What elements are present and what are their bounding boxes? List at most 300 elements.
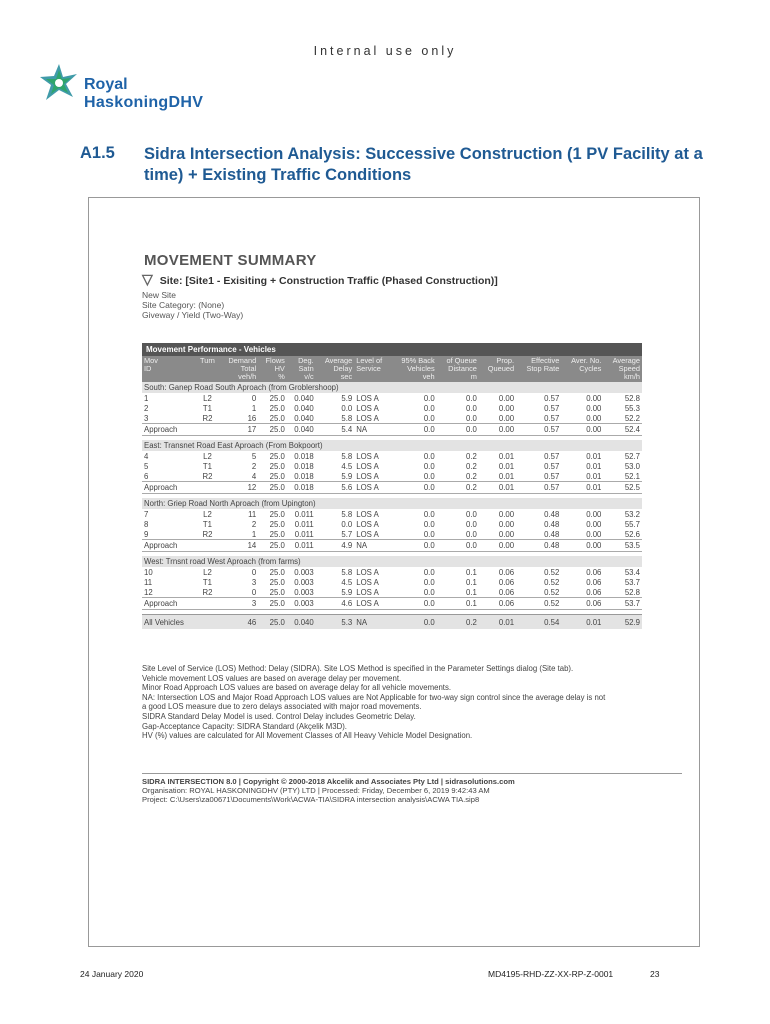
table-cell: 0.0 [423,587,435,597]
table-cell: 5.4 [316,424,355,436]
table-cell: 0.57 [516,482,561,494]
table-cell: 8 [144,519,149,529]
movement-summary-title: MOVEMENT SUMMARY [144,252,317,269]
table-cell: 0.57 [544,393,560,403]
table-cell: 25.0 [269,577,285,587]
approach-summary-row [142,482,642,494]
sidra-footer [142,773,682,804]
table-cell: 0.003 [294,567,314,577]
table-cell: 0.2 [466,461,477,471]
table-cell: 0.00 [561,540,603,552]
table-cell: 0.0 [423,413,435,423]
table-cell [196,424,219,436]
table-cell: 0.0 [391,424,437,436]
table-cell: 0.018 [294,451,314,461]
site-meta-line: Giveway / Yield (Two-Way) [142,310,244,320]
table-cell: 53.7 [603,598,642,610]
table-cell: 25.0 [269,567,285,577]
table-cell: 0.01 [498,461,515,471]
table-cell: 25.0 [269,519,285,529]
column-header [287,356,316,382]
table-cell: 4.5 [341,577,353,587]
column-header [561,356,603,382]
table-cell: 52.7 [624,451,640,461]
table-cell: 14 [219,540,258,552]
table-cell: 25.0 [269,461,285,471]
site-label: Site: [159,275,183,287]
table-cell: LOS A [356,529,379,539]
table-cell: 9 [144,529,149,539]
table-cell: 52.1 [624,471,640,481]
approach-summary-row [142,598,642,610]
table-cell: 0.57 [544,451,560,461]
table-cell: 0.0 [341,403,353,413]
table-cell: 1 [251,403,257,413]
table-cell: 0.06 [498,577,515,587]
table-cell: LOS A [356,519,379,529]
table-row [142,509,642,519]
table-cell: 2 [144,403,149,413]
site-name: [Site1 - Exisiting + Construction Traffic (Phased Construction)] [185,275,498,287]
approach-title: West: Trnsnt road West Aproach (from farms) [142,556,642,567]
column-header-line: veh [422,372,435,381]
table-cell: 0.0 [466,509,477,519]
column-header-line: Turn [199,356,215,365]
table-cell: 4.9 [316,540,355,552]
table-cell: 0.00 [586,403,602,413]
table-cell: 0.0 [423,403,435,413]
table-cell: 5 [144,461,149,471]
all-vehicles-row [142,615,642,630]
table-cell: 0.06 [479,598,516,610]
table-cell: 0.01 [586,451,602,461]
table-cell: 0.48 [544,509,560,519]
table-cell: 46 [219,615,258,630]
table-cell: 25.0 [269,451,285,461]
table-cell: 2 [251,519,257,529]
footer-page-number: 23 [650,969,660,979]
table-cell: 0.0 [391,598,437,610]
table-cell: 2 [251,461,257,471]
table-cell: LOS A [356,461,379,471]
table-cell: 0.2 [437,615,479,630]
note-line: Site Level of Service (LOS) Method: Delay (SIDRA). Site LOS Method is specified in the Parameter Settings dialog (Site tab). [142,664,574,673]
table-cell: 0.0 [423,451,435,461]
table-cell: 10 [144,567,153,577]
table-title-row [142,343,642,356]
table-cell: 5.6 [316,482,355,494]
logo-text-line2: HaskoningDHV [84,94,204,111]
table-row [142,403,642,413]
table-cell: 0.00 [498,509,515,519]
table-cell: 1 [251,529,257,539]
table-cell: 0 [251,393,257,403]
note-line: Minor Road Approach LOS values are based on average delay for all vehicle movements. [142,683,452,693]
table-cell: 0.040 [294,393,314,403]
column-header-line: Level of [356,356,383,365]
table-cell: 16 [247,413,257,423]
table-cell: 0.0 [466,529,477,539]
table-cell: 0.0 [423,393,435,403]
table-cell: T1 [202,519,212,529]
approach-summary-row [142,424,642,436]
note-line: a good LOS measure due to zero delays associated with major road movements. [142,702,422,712]
table-cell: R2 [202,529,213,539]
site-meta [142,290,243,320]
table-cell: 0.00 [586,413,602,423]
table-cell: 0.06 [498,587,515,597]
sidra-organisation: Organisation: ROYAL HASKONINGDHV (PTY) LTD | Processed: Friday, December 6, 2019 9:42:43 AM [142,786,490,795]
table-cell: LOS A [356,451,379,461]
table-cell: 1 [144,393,149,403]
table-cell: 6 [144,471,149,481]
column-header [219,356,258,382]
table-cell: 0.01 [498,471,515,481]
table-cell: 5.9 [341,471,353,481]
table-cell: 52.2 [624,413,640,423]
table-cell: 0 [251,587,257,597]
table-cell: 0.48 [516,540,561,552]
table-cell: 0.011 [294,519,314,529]
table-cell: LOS A [354,482,391,494]
table-cell: 52.9 [603,615,642,630]
table-cell: 0.06 [586,577,602,587]
table-cell [196,598,219,610]
table-cell: NA [354,540,391,552]
table-cell: 0.01 [561,482,603,494]
column-header-line: Cycles [579,364,602,373]
table-cell: 0.00 [498,393,515,403]
table-cell: 0.52 [516,598,561,610]
table-row [142,519,642,529]
note-line: Gap-Acceptance Capacity: SIDRA Standard (Akçelik M3D). [142,721,347,731]
approach-title: North: Griep Road North Aproach (from Upington) [142,498,642,509]
table-cell: 52.4 [603,424,642,436]
table-cell: Approach [142,482,196,494]
table-cell: 0.48 [544,519,560,529]
table-cell: 3 [219,598,258,610]
site-meta-line: New Site [142,290,177,300]
notes [142,664,682,741]
table-row [142,451,642,461]
column-header-line: Mov [144,356,158,365]
table-cell: 0.1 [466,577,477,587]
table-cell: L2 [203,393,212,403]
column-header [391,356,437,382]
table-cell [196,482,219,494]
table-cell: 0.011 [287,540,316,552]
table-cell: 0.52 [544,577,560,587]
table-cell: 3 [144,413,149,423]
section-title: Sidra Intersection Analysis: Successive Construction (1 PV Facility at a time) + Existing Traffic Conditions [144,145,703,184]
table-cell: Approach [142,598,196,610]
table-cell: 52.8 [624,393,640,403]
table-cell: 25.0 [269,529,285,539]
table-cell: 52.6 [624,529,640,539]
table-cell: 53.7 [624,577,640,587]
column-header [354,356,391,382]
column-header [437,356,479,382]
table-cell: 0.06 [498,567,515,577]
table-cell: Approach [142,540,196,552]
table-row [142,413,642,424]
table-cell: 53.5 [603,540,642,552]
table-cell: LOS A [356,587,379,597]
column-header-line: Satn [298,364,314,373]
table-cell: T1 [202,461,212,471]
sidra-project-path: Project: C:\Users\za00671\Documents\Work\ACWA-TIA\SIDRA intersection analysis\ACWA TIA.sip8 [142,795,480,804]
note-line: HV (%) values are calculated for All Movement Classes of All Heavy Vehicle Model Designation. [142,731,473,741]
table-cell: 12 [144,587,153,597]
column-header-line: Flows [265,356,285,365]
table-cell: 0.06 [586,567,602,577]
column-header-line: v/c [304,372,314,381]
sidra-report-frame [88,197,700,947]
company-logo [36,60,236,120]
column-header-line: HV [274,364,285,373]
column-header-line [198,365,217,373]
table-cell: 4 [144,451,149,461]
column-header [603,356,642,382]
table-cell: LOS A [356,567,379,577]
table-cell: 53.0 [624,461,640,471]
table-cell: 5.9 [341,587,353,597]
table-cell: 0.01 [479,615,516,630]
table-cell: 0.01 [586,461,602,471]
table-row [142,393,642,403]
table-cell: 11 [144,577,153,587]
table-cell: 0.0 [466,393,477,403]
table-cell: 0.0 [391,615,437,630]
column-header-line: Total [240,364,257,373]
column-header [142,356,196,382]
table-cell: LOS A [356,413,379,423]
table-row [142,461,642,471]
table-cell: 55.7 [624,519,640,529]
table-cell: 0.00 [498,519,515,529]
table-cell: 0.1 [466,567,477,577]
table-cell: 0.01 [479,482,516,494]
table-cell: 0.040 [294,403,314,413]
table-cell: 0.57 [544,403,560,413]
column-header-line: Effective [531,356,560,365]
approach-title-row [142,382,642,393]
table-cell: 0.00 [561,424,603,436]
table-cell: 0.003 [294,587,314,597]
approach-title-row [142,440,642,451]
table-cell: 0.003 [287,598,316,610]
table-cell: 0.52 [544,587,560,597]
table-cell: 25.0 [258,598,287,610]
table-header-row [142,356,642,382]
table-cell: LOS A [356,403,379,413]
table-cell: 5.9 [341,393,353,403]
table-cell: 0.011 [294,509,314,519]
table-cell: 0.0 [423,509,435,519]
table-cell: 0.0 [437,540,479,552]
column-header [196,356,219,382]
column-header-line: % [278,372,285,381]
table-cell: 0.018 [287,482,316,494]
table-cell: 0.06 [586,587,602,597]
column-header-line: Aver. No. [571,356,602,365]
table-cell: 0.0 [423,567,435,577]
table-cell: LOS A [356,471,379,481]
column-header-line: Service [356,364,381,373]
table-cell: R2 [202,471,213,481]
table-cell: 0.1 [466,587,477,597]
column-header-line: 95% Back [401,356,435,365]
table-cell: 0.00 [479,540,516,552]
table-cell: 25.0 [269,393,285,403]
table-cell: 0.57 [544,471,560,481]
table-cell: 5.3 [316,615,355,630]
table-cell: 0.1 [437,598,479,610]
column-header-line: Deg. [298,356,314,365]
approach-title: South: Ganep Road South Aproach (from Groblershoop) [142,382,642,393]
table-cell: 0.003 [294,577,314,587]
table-cell: All Vehicles [142,615,196,630]
table-cell: 25.0 [269,587,285,597]
table-cell: 0.57 [544,461,560,471]
table-cell: 0.54 [516,615,561,630]
table-cell: 0.00 [498,403,515,413]
table-cell: 0.0 [423,519,435,529]
table-cell: 0.0 [423,461,435,471]
table-cell: 25.0 [258,424,287,436]
table-cell: T1 [202,403,212,413]
table-cell: 0.2 [466,471,477,481]
column-header-line: m [470,372,477,381]
table-cell: 0.0 [466,413,477,423]
table-row [142,567,642,577]
table-cell: 4 [251,471,257,481]
table-cell: 0.018 [294,461,314,471]
table-cell: 5.8 [341,509,353,519]
table-cell: 53.4 [624,567,640,577]
table-cell: 0.0 [437,424,479,436]
table-cell: 25.0 [269,403,285,413]
section-number: A1.5 [80,144,115,162]
note-line: Vehicle movement LOS values are based on average delay per movement. [142,673,402,683]
table-cell: L2 [203,567,212,577]
table-cell: 0.0 [341,519,353,529]
table-cell: 5.8 [341,451,353,461]
table-row [142,471,642,482]
column-header [258,356,287,382]
table-cell: 0.06 [561,598,603,610]
table-cell: 5 [251,451,257,461]
column-header-line: Average [612,356,640,365]
table-cell: 11 [248,509,257,519]
table-cell: 5.8 [341,413,353,423]
table-cell: 7 [144,509,149,519]
table-cell: 0.018 [294,471,314,481]
column-header-line: Average [324,356,353,365]
table-cell: 25.0 [258,540,287,552]
table-cell: 0.0 [423,577,435,587]
table-cell: T1 [202,577,212,587]
table-cell: 0.00 [586,519,602,529]
table-cell: 0.040 [287,424,316,436]
table-cell: L2 [203,509,212,519]
table-cell: 0.040 [294,413,314,423]
table-cell [196,540,219,552]
table-cell: 52.5 [603,482,642,494]
approach-title-row [142,556,642,567]
column-header-line: sec [340,372,353,381]
column-header [516,356,561,382]
table-cell: 0 [251,567,257,577]
table-cell: 0.52 [544,567,560,577]
table-row [142,577,642,587]
footer-doc-ref: MD4195-RHD-ZZ-XX-RP-Z-0001 [488,969,614,979]
table-cell: 0.01 [498,451,515,461]
table-cell: 0.00 [586,529,602,539]
table-cell: R2 [202,413,213,423]
table-cell: 0.0 [391,540,437,552]
table-cell: 0.2 [437,482,479,494]
table-cell: R2 [202,587,213,597]
footer-date: 24 January 2020 [80,969,144,979]
column-header-line: Stop Rate [526,364,560,373]
column-header-line: veh/h [238,372,257,381]
column-header-line: Prop. [496,356,515,365]
star-logo-icon [36,60,82,106]
table-cell: 25.0 [258,615,287,630]
movement-performance-table [142,343,642,629]
column-header [316,356,355,382]
table-cell: 25.0 [269,413,285,423]
table-cell: 0.0 [466,403,477,413]
table-cell: 52.8 [624,587,640,597]
table-cell: 12 [219,482,258,494]
approach-summary-row [142,540,642,552]
table-cell: 0.48 [544,529,560,539]
table-cell: 5.7 [341,529,353,539]
column-header-line: Distance [448,364,477,373]
column-header-line: km/h [623,372,640,381]
table-cell: 0.00 [498,529,515,539]
table-cell: 0.0 [391,482,437,494]
table-cell: 0.57 [516,424,561,436]
table-row [142,529,642,540]
table-cell: 53.2 [624,509,640,519]
table-cell: 0.040 [287,615,316,630]
table-title: Movement Performance - Vehicles [142,343,642,356]
table-cell: 25.0 [269,509,285,519]
column-header-line: Delay [333,364,353,373]
table-cell: 0.57 [544,413,560,423]
column-header-line: Demand [228,356,257,365]
column-header-line: Vehicles [407,364,435,373]
table-cell: 3 [251,577,257,587]
table-cell: 25.0 [258,482,287,494]
internal-use-note: Internal use only [313,44,457,58]
site-meta-line: Site Category: (None) [142,300,225,310]
table-cell: 55.3 [624,403,640,413]
triangle-icon: ▽ [142,271,153,287]
table-cell: 0.00 [479,424,516,436]
table-row [142,587,642,598]
table-cell: 5.8 [341,567,353,577]
table-cell: L2 [203,451,212,461]
table-cell [196,615,219,630]
column-header-line: Queued [487,364,515,373]
table-cell: NA [354,424,391,436]
note-line: SIDRA Standard Delay Model is used. Control Delay includes Geometric Delay. [142,711,416,721]
column-header-line: of Queue [446,356,477,365]
